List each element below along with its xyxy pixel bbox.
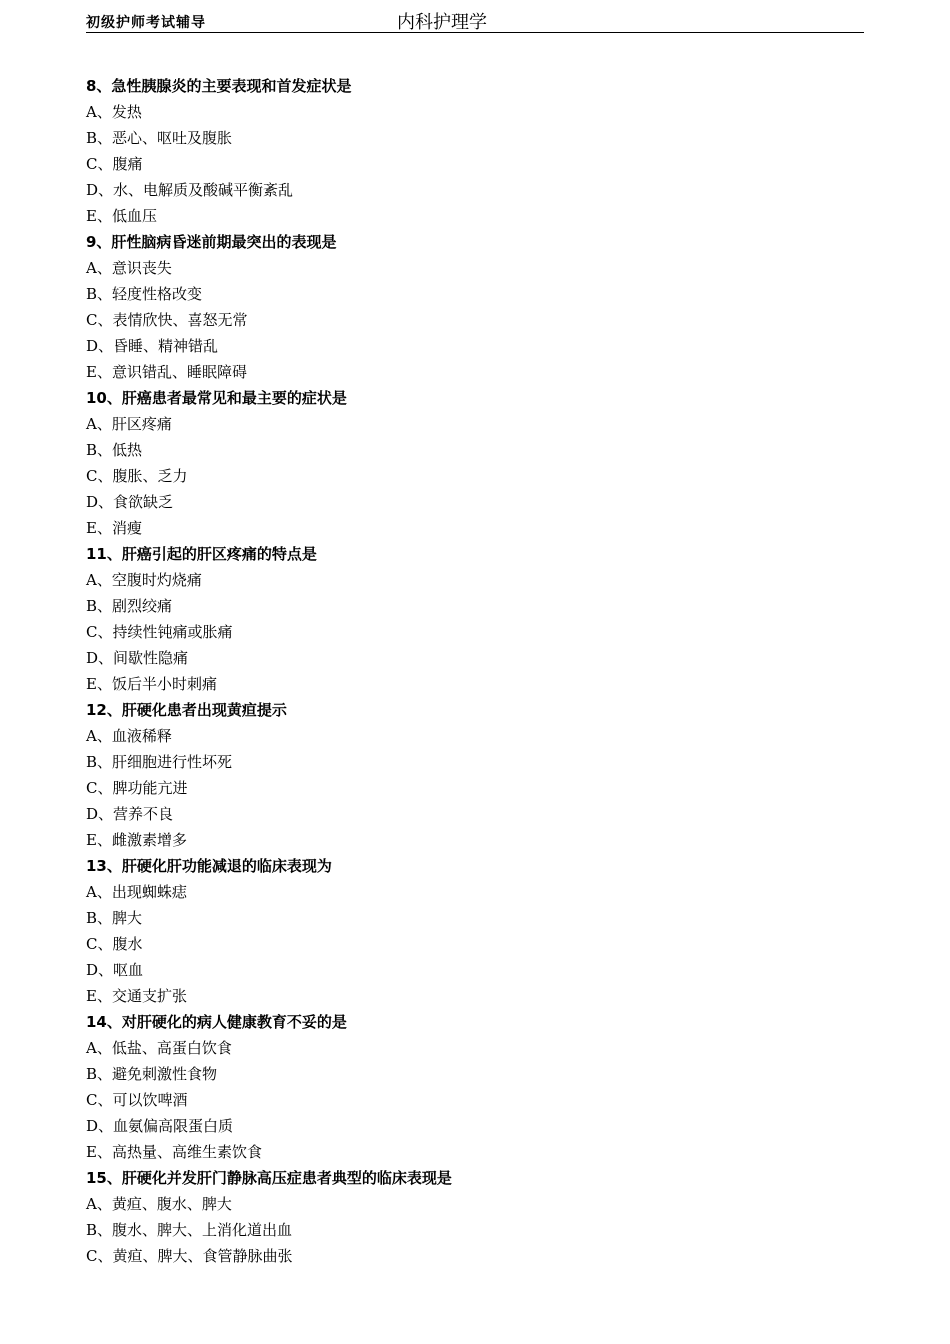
answer-option: B、肝细胞进行性坏死 [86, 753, 233, 771]
answer-option: B、轻度性格改变 [86, 285, 203, 303]
answer-option: C、持续性钝痛或胀痛 [86, 623, 233, 641]
question-block [86, 1165, 864, 1269]
answer-option: A、黄疸、腹水、脾大 [86, 1195, 232, 1213]
answer-option: B、恶心、呕吐及腹胀 [86, 129, 233, 147]
answer-option: A、低盐、高蛋白饮食 [86, 1039, 232, 1057]
answer-option: E、雌激素增多 [86, 831, 187, 849]
answer-option: A、肝区疼痛 [86, 415, 172, 433]
question-list [86, 73, 864, 1269]
question-block [86, 697, 864, 853]
question-block [86, 385, 864, 541]
question-block [86, 229, 864, 385]
answer-option: A、空腹时灼烧痛 [86, 571, 202, 589]
answer-option: C、黄疸、脾大、食管静脉曲张 [86, 1247, 293, 1265]
question-title: 13、肝硬化肝功能减退的临床表现为 [86, 857, 332, 875]
question-title: 8、急性胰腺炎的主要表现和首发症状是 [86, 77, 352, 95]
answer-option: B、避免刺激性食物 [86, 1065, 218, 1083]
question-title: 10、肝癌患者最常见和最主要的症状是 [86, 389, 347, 407]
answer-option: C、可以饮啤酒 [86, 1091, 188, 1109]
question-title: 9、肝性脑病昏迷前期最突出的表现是 [86, 233, 337, 251]
question-title: 15、肝硬化并发肝门静脉高压症患者典型的临床表现是 [86, 1169, 452, 1187]
answer-option: A、意识丧失 [86, 259, 172, 277]
answer-option: C、腹痛 [86, 155, 143, 173]
answer-option: D、昏睡、精神错乱 [86, 337, 219, 355]
header-subject-title: 内科护理学 [397, 12, 487, 33]
answer-option: E、饭后半小时刺痛 [86, 675, 217, 693]
answer-option: E、高热量、高维生素饮食 [86, 1143, 262, 1161]
answer-option: B、脾大 [86, 909, 143, 927]
answer-option: A、发热 [86, 103, 142, 121]
question-block [86, 541, 864, 697]
answer-option: B、剧烈绞痛 [86, 597, 173, 615]
question-block [86, 73, 864, 229]
question-title: 11、肝癌引起的肝区疼痛的特点是 [86, 545, 317, 563]
answer-option: D、营养不良 [86, 805, 174, 823]
answer-option: E、低血压 [86, 207, 157, 225]
question-title: 12、肝硬化患者出现黄疸提示 [86, 701, 287, 719]
question-block [86, 1009, 864, 1165]
answer-option: D、血氨偏高限蛋白质 [86, 1117, 234, 1135]
answer-option: B、腹水、脾大、上消化道出血 [86, 1221, 293, 1239]
answer-option: E、交通支扩张 [86, 987, 187, 1005]
question-block [86, 853, 864, 1009]
answer-option: A、出现蜘蛛痣 [86, 883, 187, 901]
answer-option: C、表情欣快、喜怒无常 [86, 311, 248, 329]
answer-option: D、水、电解质及酸碱平衡紊乱 [86, 181, 294, 199]
answer-option: D、呕血 [86, 961, 144, 979]
answer-option: C、腹胀、乏力 [86, 467, 188, 485]
answer-option: E、消瘦 [86, 519, 142, 537]
answer-option: C、脾功能亢进 [86, 779, 188, 797]
answer-option: C、腹水 [86, 935, 143, 953]
answer-option: B、低热 [86, 441, 143, 459]
page-header [86, 8, 864, 33]
question-title: 14、对肝硬化的病人健康教育不妥的是 [86, 1013, 347, 1031]
answer-option: D、食欲缺乏 [86, 493, 174, 511]
header-course-title: 初级护师考试辅导 [86, 15, 206, 31]
answer-option: A、血液稀释 [86, 727, 172, 745]
answer-option: D、间歇性隐痛 [86, 649, 189, 667]
answer-option: E、意识错乱、睡眠障碍 [86, 363, 247, 381]
